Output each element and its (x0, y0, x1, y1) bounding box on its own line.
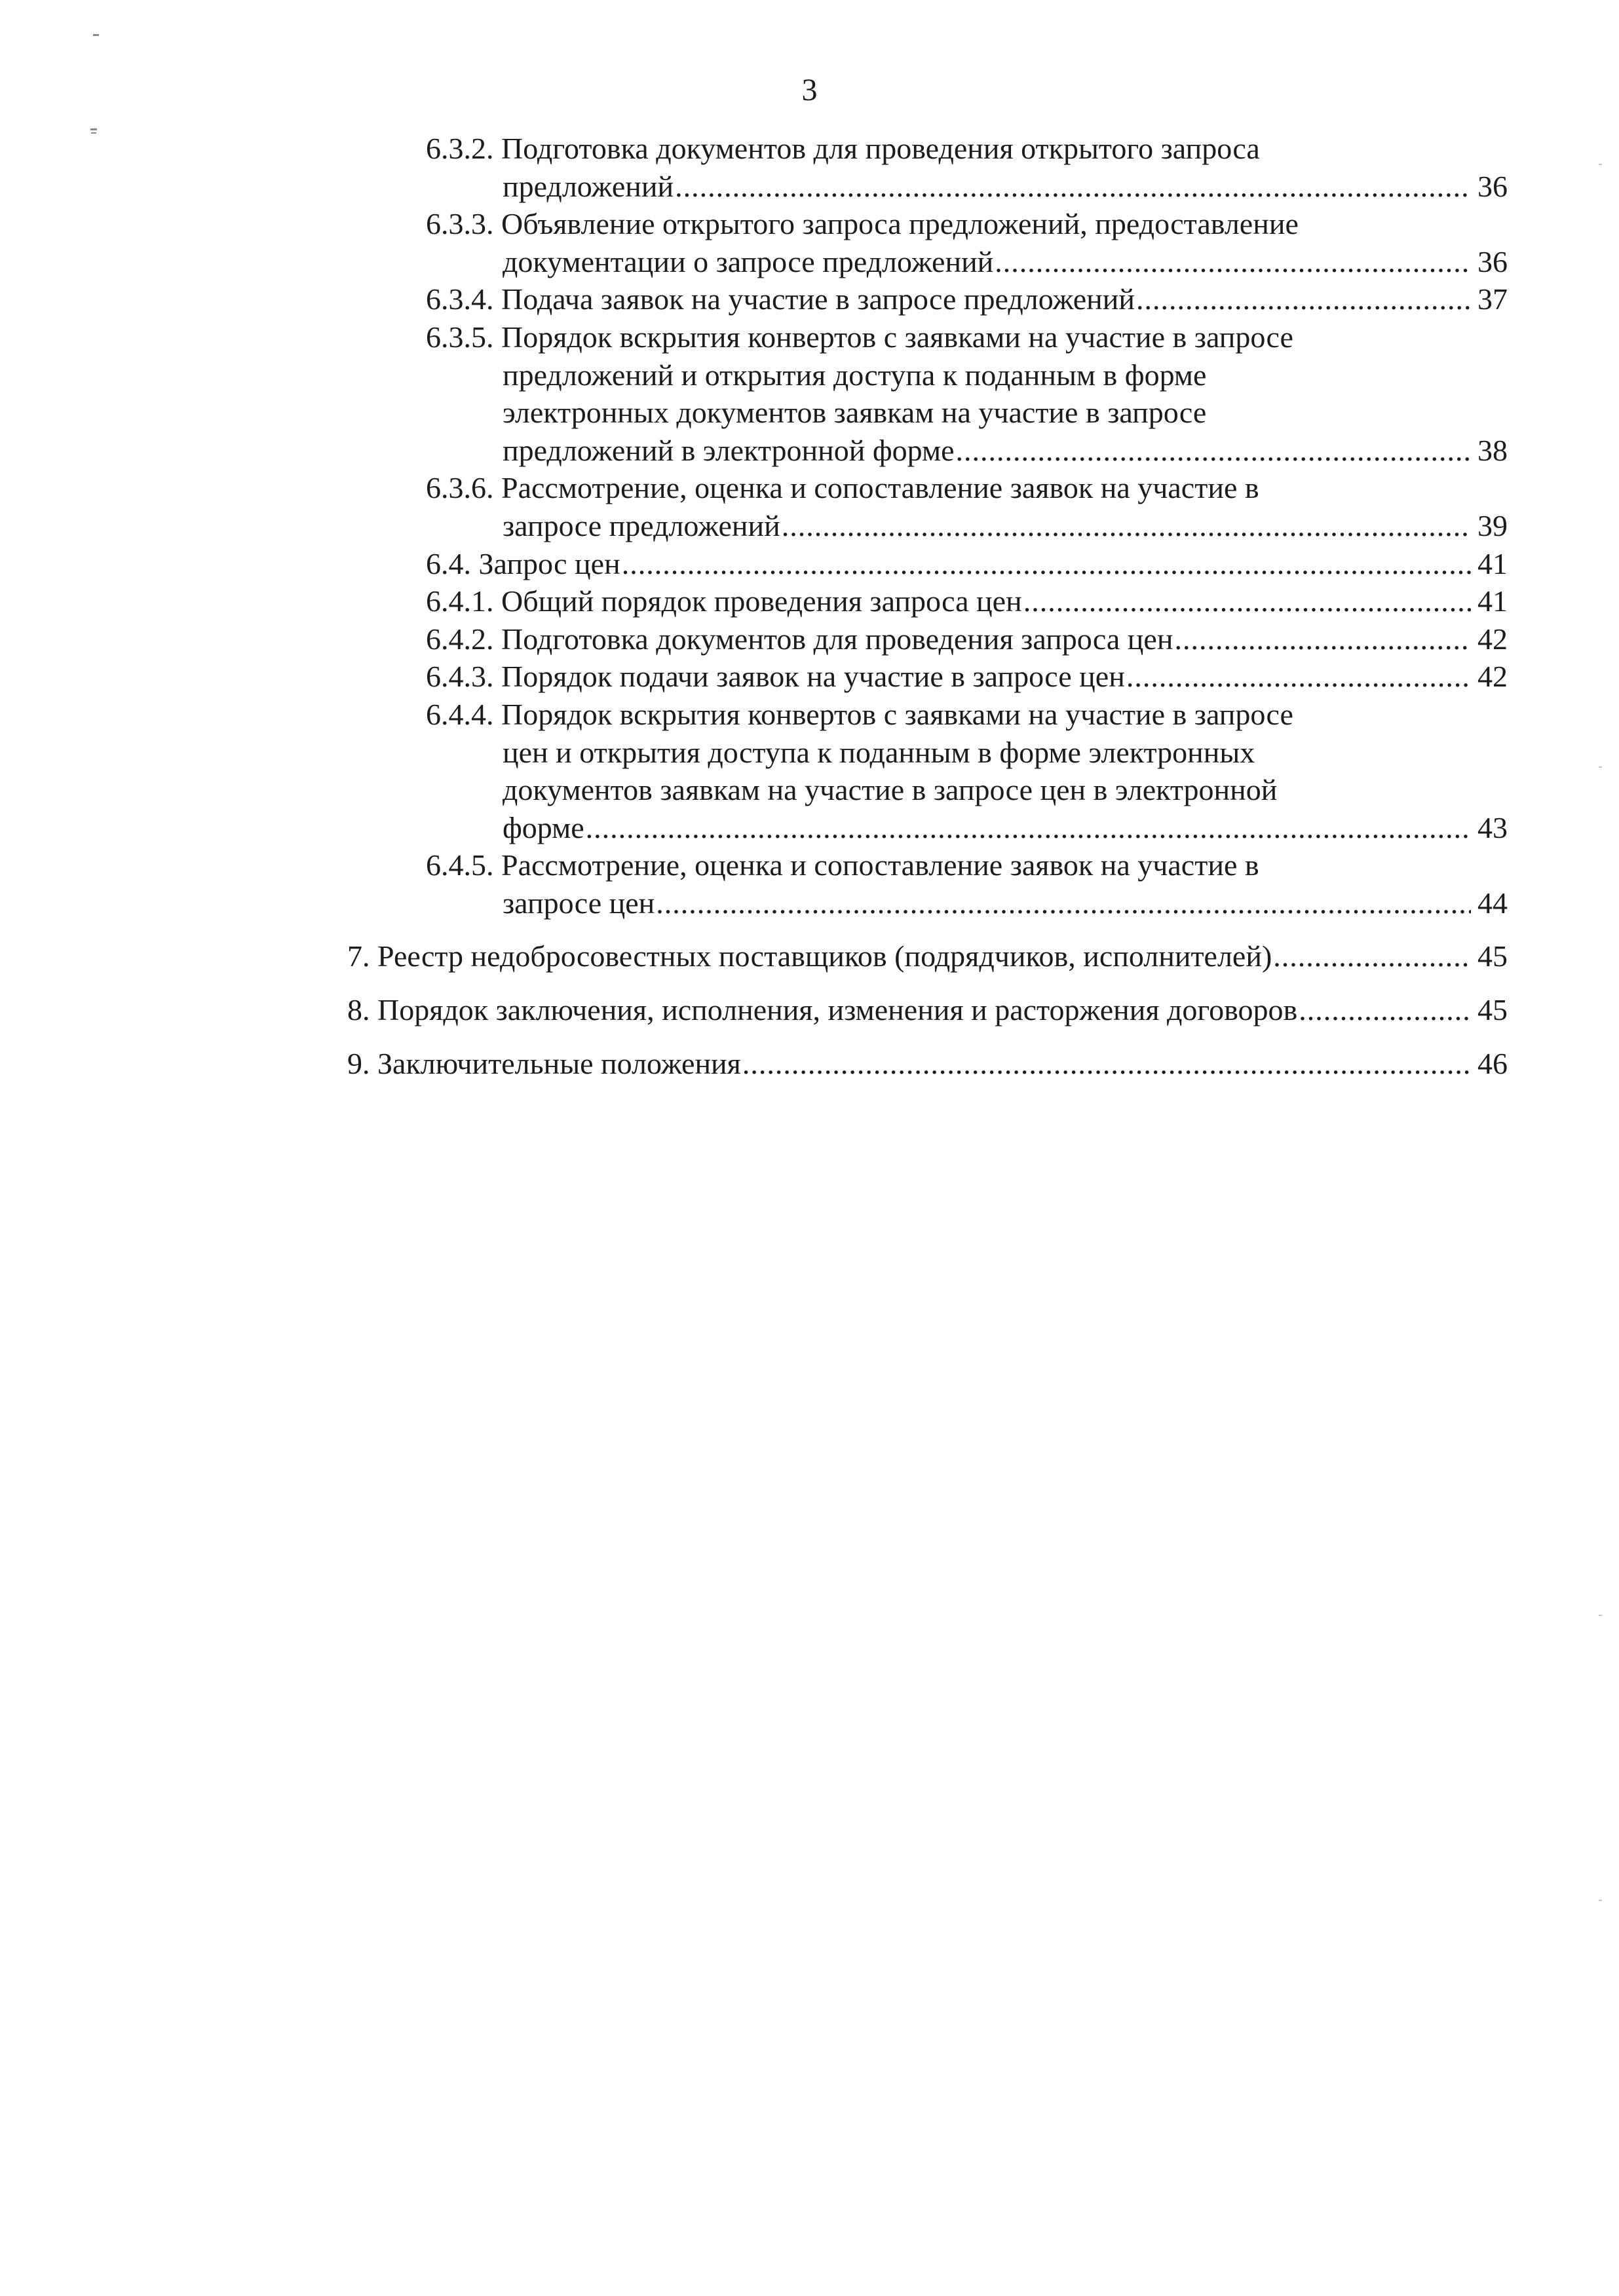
toc-entry-6-4-3 (426, 658, 1508, 696)
toc-page-number: 38 (1477, 433, 1508, 467)
dot-leader (656, 884, 1471, 922)
toc-entry-text: 6.3.4. Подача заявок на участие в запросе предложений (426, 282, 1135, 316)
toc-page-number: 45 (1477, 993, 1508, 1027)
toc-page-number: 37 (1477, 282, 1508, 316)
toc-entry-text: цен и открытия доступа к поданным в форме электронных (503, 735, 1255, 769)
toc-entry-text: 8. Порядок заключения, исполнения, изменения и расторжения договоров (347, 993, 1298, 1027)
dot-leader (1299, 991, 1471, 1029)
toc-page-number: 39 (1477, 508, 1508, 542)
toc-entry-text: электронных документов заявкам на участие в запросе (503, 396, 1207, 430)
dot-leader (1136, 280, 1471, 318)
toc-entry-text: 6.3.2. Подготовка документов для проведения открытого запроса (426, 132, 1260, 165)
toc-page-number: 44 (1477, 886, 1508, 920)
toc-entry-6-3-6 (426, 469, 1508, 544)
toc-page-number: 46 (1477, 1046, 1508, 1080)
toc-entry-6-3-2 (426, 130, 1508, 205)
toc-entry-text: 6.3.5. Порядок вскрытия конвертов с заявками на участие в запросе (426, 320, 1293, 354)
toc-entry-6-3-5 (426, 318, 1508, 469)
toc-entry-8 (347, 991, 1508, 1029)
dot-leader (742, 1045, 1471, 1083)
dot-leader (675, 168, 1471, 206)
toc-page-number: 36 (1477, 244, 1508, 278)
toc-page-number: 45 (1477, 939, 1508, 973)
dot-leader (586, 809, 1471, 847)
table-of-contents (0, 130, 1619, 1082)
toc-entry-text: предложений в электронной форме (503, 433, 955, 467)
page-number: 3 (801, 73, 818, 107)
toc-entry-9 (347, 1045, 1508, 1083)
toc-entry-text: документов заявкам на участие в запросе цен в электронной (503, 773, 1278, 807)
toc-entry-text: 9. Заключительные положения (347, 1046, 741, 1080)
dot-leader (782, 507, 1471, 545)
toc-entry-6-4-2 (426, 620, 1508, 658)
dot-leader (1023, 582, 1471, 620)
toc-entry-text: 6.4.2. Подготовка документов для проведения запроса цен (426, 622, 1173, 656)
toc-entry-text: 6.3.3. Объявление открытого запроса предложений, предоставление (426, 207, 1299, 241)
toc-entry-text: форме (503, 810, 584, 844)
toc-entry-text: предложений (503, 169, 674, 203)
dot-leader (995, 243, 1471, 281)
toc-entry-text: 6.4.3. Порядок подачи заявок на участие в запросе цен (426, 660, 1125, 694)
scan-speck (1599, 1615, 1602, 1616)
toc-entry-text: 6.4.1. Общий порядок проведения запроса цен (426, 584, 1022, 618)
toc-entry-text: 6.4.4. Порядок вскрытия конвертов с заявками на участие в запросе (426, 697, 1293, 731)
toc-page-number: 41 (1477, 584, 1508, 618)
dot-leader (955, 432, 1471, 470)
toc-entry-6-3-3 (426, 205, 1508, 280)
toc-entry-text: запросе цен (503, 886, 655, 920)
dot-leader (622, 545, 1471, 583)
toc-entry-6-4-4 (426, 696, 1508, 846)
toc-entry-text: 6.4. Запрос цен (426, 546, 620, 580)
toc-entry-text: 7. Реестр недобросовестных поставщиков (подрядчиков, исполнителей) (347, 939, 1272, 973)
dot-leader (1126, 658, 1471, 696)
toc-entry-6-4-1 (426, 582, 1508, 620)
toc-entry-text: предложений и открытия доступа к поданным в форме (503, 358, 1207, 392)
toc-entry-6-4-5 (426, 846, 1508, 922)
toc-entry-6-3-4 (426, 280, 1508, 318)
scan-speck (93, 34, 99, 36)
scan-speck (1599, 1900, 1602, 1901)
toc-page-number: 42 (1477, 622, 1508, 656)
toc-entry-text: запросе предложений (503, 508, 780, 542)
toc-entry-text: документации о запросе предложений (503, 244, 994, 278)
toc-page-number: 43 (1477, 810, 1508, 844)
toc-page-number: 42 (1477, 660, 1508, 694)
toc-page-number: 36 (1477, 169, 1508, 203)
toc-entry-7 (347, 937, 1508, 975)
toc-page-number: 41 (1477, 546, 1508, 580)
dot-leader (1273, 937, 1471, 975)
toc-entry-text: 6.3.6. Рассмотрение, оценка и сопоставление заявок на участие в (426, 471, 1259, 505)
dot-leader (1174, 620, 1471, 658)
toc-entry-6-4 (426, 545, 1508, 583)
toc-entry-text: 6.4.5. Рассмотрение, оценка и сопоставление заявок на участие в (426, 848, 1259, 882)
